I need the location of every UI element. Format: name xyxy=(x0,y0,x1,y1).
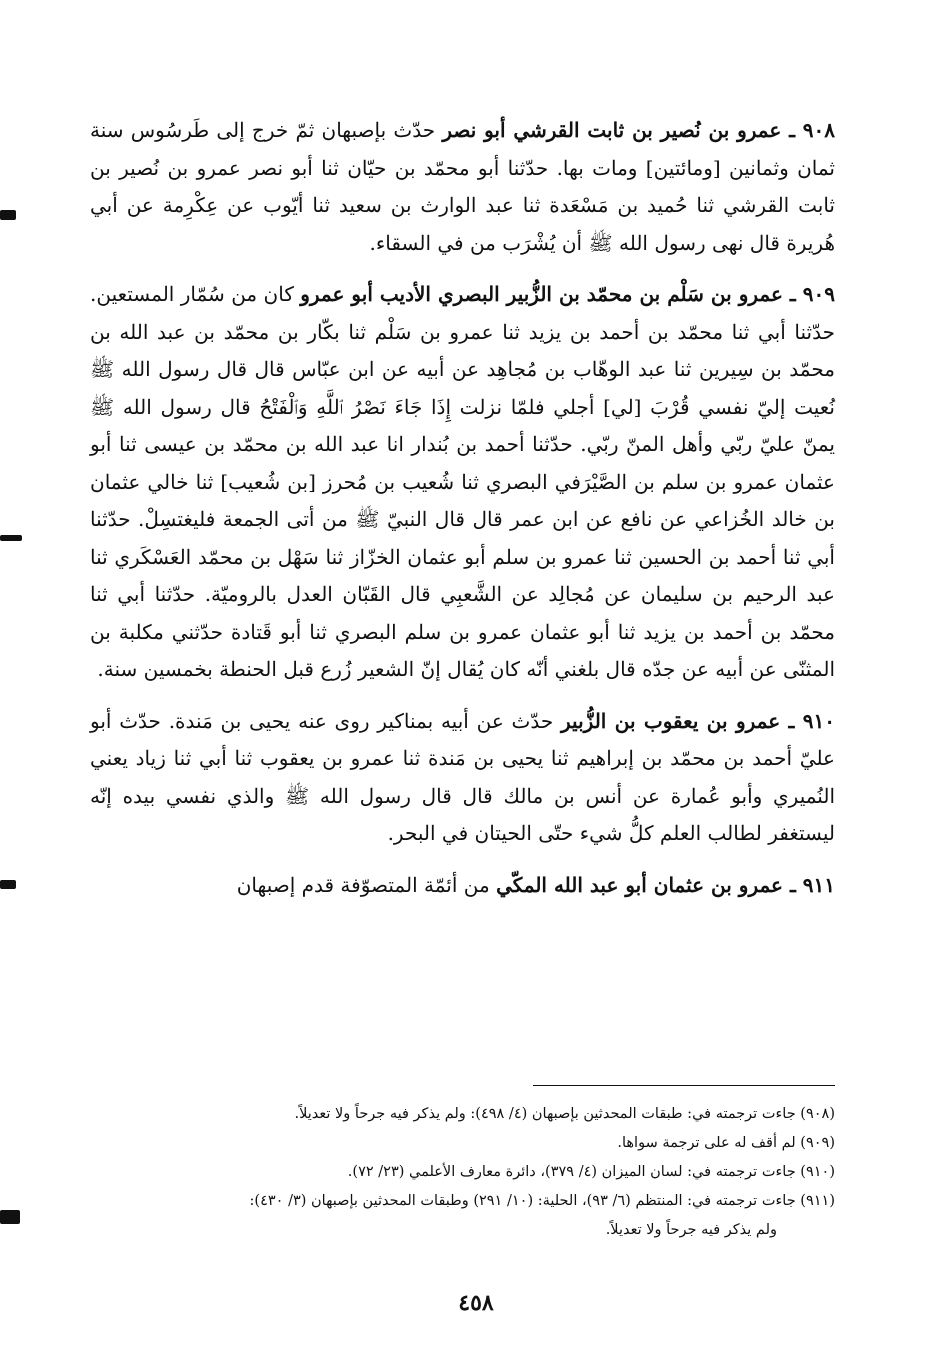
entry-heading: ٩٠٩ ـ عمرو بن سَلْم بن محمّد بن الزُّبير البصري الأديب أبو عمرو xyxy=(300,282,835,306)
main-text xyxy=(90,112,835,904)
footnote-910: (٩١٠) جاءت ترجمته في: لسان الميزان (٤/ ٣٧٩)، دائرة معارف الأعلمي (٢٣/ ٧٢). xyxy=(347,1164,835,1180)
entry-heading: ٩٠٨ ـ عمرو بن نُصير بن ثابت القرشي أبو نصر xyxy=(442,118,835,142)
entry-911 xyxy=(90,867,835,905)
page-number: ٤٥٨ xyxy=(458,1290,494,1316)
entry-heading: ٩١١ ـ عمرو بن عثمان أبو عبد الله المكّي xyxy=(496,872,835,897)
entry-body: من أئمّة المتصوّفة قدم إصبهان xyxy=(236,872,497,897)
footnote-911-continued: ولم يذكر فيه جرحاً ولا تعديلاً. xyxy=(605,1222,777,1238)
entry-908 xyxy=(90,112,835,262)
scan-margin-mark xyxy=(0,535,22,541)
footnote-908: (٩٠٨) جاءت ترجمته في: طبقات المحدثين بإصبهان (٤/ ٤٩٨): ولم يذكر فيه جرحاً ولا تعديلاً. xyxy=(294,1106,835,1122)
entry-body: كان من سُمّار المستعين. حدّثنا أبي ثنا محمّد بن أحمد بن يزيد ثنا عمرو بن سَلْم ثنا بكّار بن محمّد بن عبد الله بن محمّد بن سِيرين ثنا عبد الوهّاب بن مُجاهِد عن أبيه عن ابن عبّاس قال قال رسول الله ﷺ نُعيت إليّ نفسي قُرْبَ [لي] أجلي فلمّا نزلت إِذَا جَاءَ نَصْرُ ٱللَّهِ وَٱلْفَتْحُ قال رسول الله ﷺ يمنّ عليّ ربّي وأهل المنّ ربّي. حدّثنا أحمد بن بُندار انا عبد الله بن محمّد بن عيسى ثنا أبو عثمان عمرو بن سلم بن الصَّيْرَفي البصري ثنا شُعيب بن مُحرز [بن شُعيب] ثنا خالي عثمان بن خالد الخُزاعي عن نافع عن ابن عمر قال قال النبيّ ﷺ من أتى الجمعة فليغتسِلْ. حدّثنا أبي ثنا أحمد بن الحسين ثنا عمرو بن سلم أبو عثمان الخزّاز ثنا سَهْل بن محمّد العَسْكَري ثنا عبد الرحيم بن سليمان عن مُجالِد عن الشَّعبِي قال القَبّان العدل بالروميّة. حدّثنا أبي ثنا محمّد بن أحمد بن يزيد ثنا أبو عثمان عمرو بن سلم البصري ثنا أبو قَتادة حدّثني مكلبة بن المثنّى عن أبيه عن جدّه قال بلغني أنّه كان يُقال إنّ الشعير زُرع قبل الحنطة بخمسين سنة. xyxy=(90,282,835,681)
entry-body: حدّث عن أبيه بمناكير روى عنه يحيى بن مَندة. حدّث أبو عليّ أحمد بن محمّد بن إبراهيم ثنا يحيى بن مَندة ثنا عمرو بن يعقوب ثنا أبي ثنا زياد يعني النُميري وأبو عُمارة عن أنس بن مالك قال قال رسول الله ﷺ والذي نفسي بيده إنّه ليستغفر لطالب العلم كلُّ شيء حتّى الحيتان في البحر. xyxy=(90,708,835,845)
footnote-911: (٩١١) جاءت ترجمته في: المنتظم (٦/ ٩٣)، الحلية: (١٠/ ٢٩١) وطبقات المحدثين بإصبهان (٣/ ٤٣٠): xyxy=(249,1193,835,1209)
footnote-909: (٩٠٩) لم أقف له على ترجمة سواها. xyxy=(617,1135,835,1151)
footnote-divider xyxy=(533,1085,835,1086)
scan-margin-mark xyxy=(0,1210,20,1224)
entry-909 xyxy=(90,276,835,689)
scan-margin-mark xyxy=(0,880,16,889)
footnotes xyxy=(90,1100,835,1245)
scan-margin-mark xyxy=(0,210,16,220)
entry-910 xyxy=(90,703,835,853)
entry-heading: ٩١٠ ـ عمرو بن يعقوب بن الزُّبير xyxy=(561,708,835,733)
entry-body: حدّث بإصبهان ثمّ خرج إلى طَرسُوس سنة ثمان وثمانين [ومائتين] ومات بها. حدّثنا أبو محمّد بن حيّان ثنا أبو نصر عمرو بن نُصير بن ثابت القرشي ثنا حُميد بن مَسْعَدة ثنا عبد الوارث بن سعيد ثنا أيّوب عن عِكْرِمة عن أبي هُريرة قال نهى رسول الله ﷺ أن يُشْرَب من في السقاء. xyxy=(90,118,835,255)
